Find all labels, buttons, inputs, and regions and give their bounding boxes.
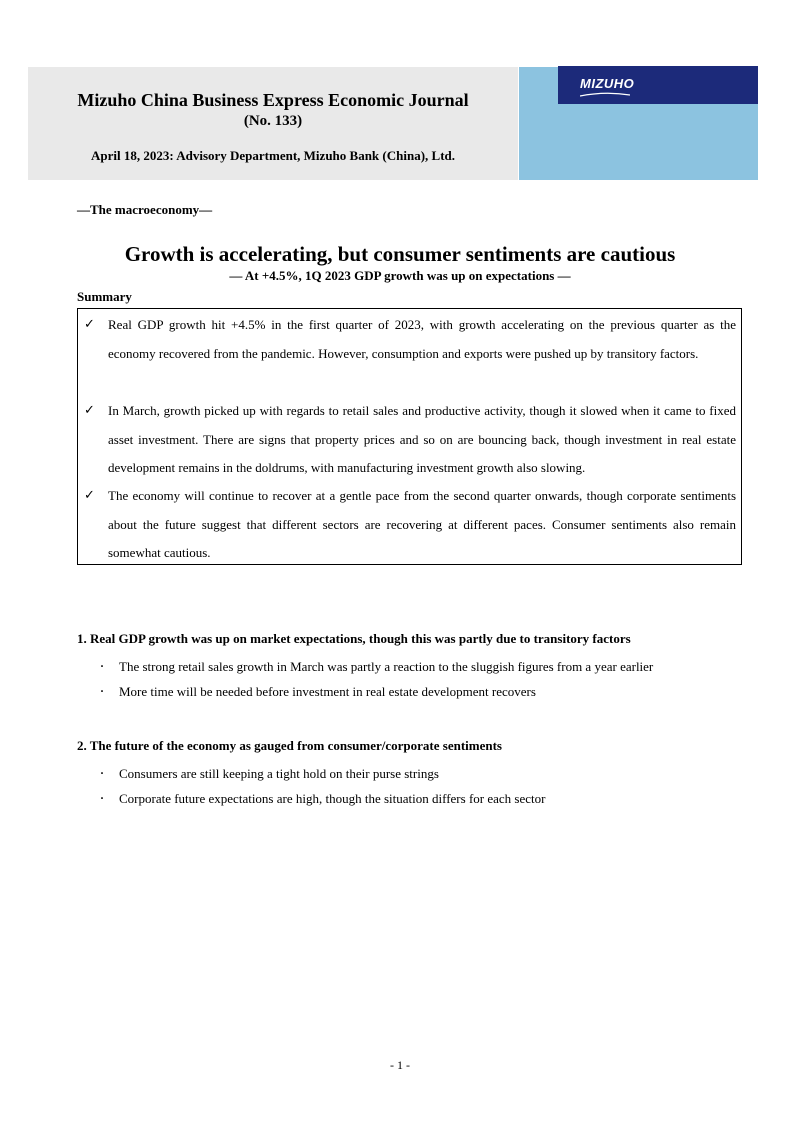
list-item-text: More time will be needed before investment in real estate development recovers [119,684,536,699]
mizuho-logo [558,66,758,104]
list-item-text: The strong retail sales growth in March was partly a reaction to the sluggish figures from a year earlier [119,659,654,674]
list-item [97,683,536,700]
summary-item-text: Real GDP growth hit +4.5% in the first quarter of 2023, with growth accelerating on the previous quarter as the economy recovered from the pandemic. However, consumption and exports were pushed up by transitory factors. [108,317,736,361]
section-tag: ―The macroeconomy― [77,202,213,217]
list-item-text: Corporate future expectations are high, though the situation differs for each sector [119,791,546,806]
list-item-text: Consumers are still keeping a tight hold on their purse strings [119,766,439,781]
page-number: - 1 - [390,1058,410,1072]
logo-wordmark: MIZUHO [580,76,635,91]
journal-title: Mizuho China Business Express Economic Journal [77,90,469,110]
list-item [97,658,653,675]
section-heading: 2. The future of the economy as gauged from consumer/corporate sentiments [77,738,502,753]
section-heading: 1. Real GDP growth was up on market expectations, though this was partly due to transitory factors [77,631,631,646]
list-item [97,790,545,807]
summary-item-text: In March, growth picked up with regards to retail sales and productive activity, though it slowed when it came to fixed asset investment. There are signs that property prices and so on are bouncing back, though investment in real estate development remains in the doldrums, with manufacturing investment growth also slowing. [108,403,736,476]
journal-issue-number: (No. 133) [243,113,303,129]
checkmark-icon: ✓ [84,317,95,332]
page-subtitle: ― At +4.5%, 1Q 2023 GDP growth was up on expectations ― [229,268,571,283]
checkmark-icon: ✓ [84,403,95,418]
page-title: Growth is accelerating, but consumer sentiments are cautious [124,242,676,266]
summary-item-text: The economy will continue to recover at a gentle pace from the second quarter onwards, though corporate sentiments about the future suggest that different sectors are recovering at different paces. Consumer sentiments also remain somewhat cautious. [108,488,736,561]
logo-swoosh-icon [580,92,630,97]
checkmark-icon: ✓ [84,488,95,503]
bullet-icon: ・ [97,662,107,673]
summary-label: Summary [77,289,132,304]
summary-box [77,308,742,565]
bullet-icon: ・ [97,769,107,780]
journal-date-line: April 18, 2023: Advisory Department, Mizuho Bank (China), Ltd. [90,148,456,163]
bullet-icon: ・ [97,794,107,805]
bullet-icon: ・ [97,687,107,698]
list-item [97,765,439,782]
